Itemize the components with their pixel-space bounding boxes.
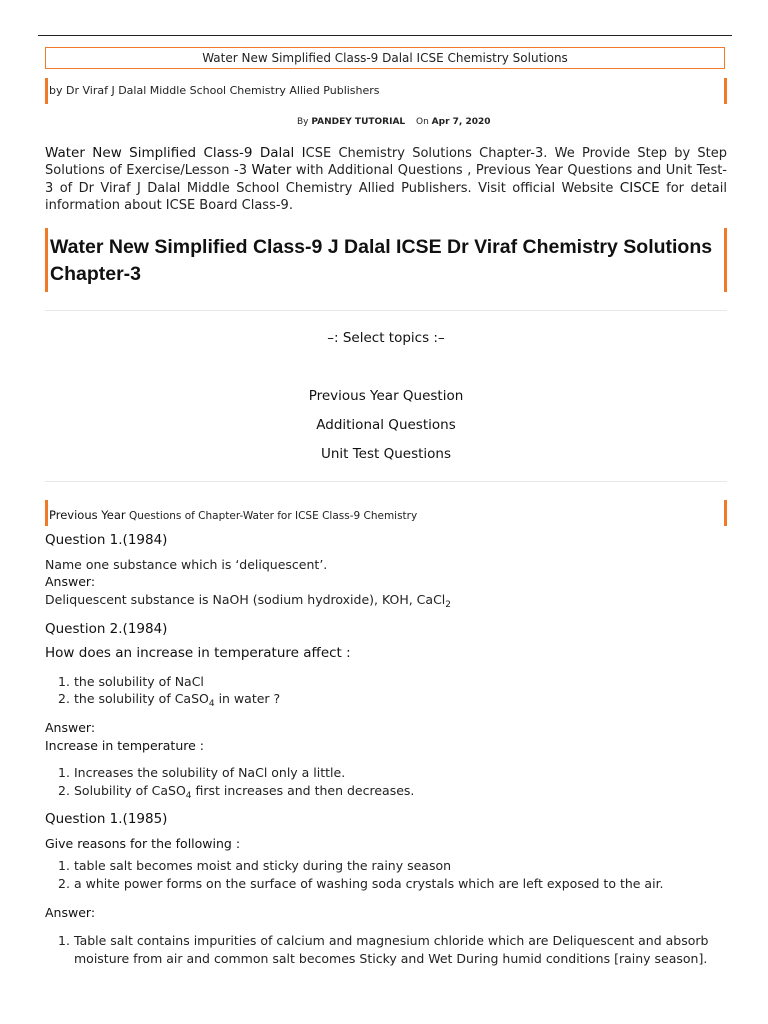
answer-label: Answer: [45,720,96,735]
accent-bar-left [45,228,48,292]
list-item-number: 1. [58,765,70,780]
question-title: Question 1.(1985) [45,811,168,827]
list-item: Increases the solubility of NaCl only a little. [74,765,346,780]
divider [45,481,727,482]
question-text: Name one substance which is ‘deliquescent’. [45,557,328,572]
answer-heading: Increase in temperature : [45,738,204,753]
page-title-box [45,47,725,69]
main-heading-box [45,228,727,292]
section-heading [49,508,417,522]
topic-link-previous-year[interactable]: Previous Year Question [308,388,464,404]
question-text: How does an increase in temperature affect : [45,645,351,661]
on-label: On [416,117,429,127]
section-heading-bar [45,500,727,526]
accent-bar-right [724,228,727,292]
list-item-number: 2. [58,691,70,706]
select-topics-label: –: Select topics :– [327,330,445,346]
date-text: Apr 7, 2020 [431,117,491,127]
topic-link-additional[interactable]: Additional Questions [316,417,456,433]
list-item: the solubility of NaCl [74,674,204,689]
accent-bar-left [45,500,48,526]
topic-link-unit-test[interactable]: Unit Test Questions [320,446,452,462]
accent-bar-right [724,78,727,104]
section-heading-lead: Previous Year [49,508,126,522]
list-item-number: 1. [58,858,70,873]
answer-text [45,592,452,610]
list-item-continued: moisture from air and common salt becomes Sticky and Wet During humid conditions [rainy season]. [74,951,708,966]
divider [45,310,727,311]
intro-highlight-title: Water New Simplified Class-9 Dalal I [45,145,306,161]
post-date [416,117,491,127]
answer-text-main: Deliquescent substance is NaOH (sodium hydroxide), KOH, CaCl [45,592,446,607]
list-item [74,783,415,801]
list-item-text-end: in water ? [214,691,281,706]
list-item: a white power forms on the surface of washing soda crystals which are left exposed to the air. [74,876,664,891]
page-title: Water New Simplified Class-9 Dalal ICSE Chemistry Solutions [202,51,568,65]
answer-label: Answer: [45,905,96,920]
list-item [74,691,281,709]
list-item-number: 1. [58,674,70,689]
intro-highlight-water: Water [251,162,292,179]
answer-subscript: 2 [445,600,452,610]
list-item-subscript: 4 [185,791,192,801]
intro-paragraph [45,145,727,214]
intro-text-3: for detail information about ICSE Board Class-9. [45,180,727,213]
top-rule [38,35,732,36]
question-title: Question 2.(1984) [45,621,168,637]
accent-bar-right [724,500,727,526]
list-item-text: Solubility of CaSO [74,783,186,798]
list-item-text: the solubility of CaSO [74,691,209,706]
main-heading: Water New Simplified Class-9 J Dalal ICSE Dr Viraf Chemistry Solutions Chapter-3 [50,236,713,285]
cisce-link[interactable]: CISCE [619,179,660,196]
author-link[interactable]: PANDEY TUTORIAL [311,117,406,127]
answer-label: Answer: [45,574,96,589]
question-text: Give reasons for the following : [45,836,241,851]
list-item: table salt becomes moist and sticky during the rainy season [74,858,452,873]
intro-text-2: with Additional Questions , Previous Year Questions and Unit Test-3 of Dr Viraf J Dalal Middle School Chemistry Allied Publishers. Visit official Website [45,163,727,196]
byline-bar [45,78,727,104]
post-author [297,117,405,127]
accent-bar-left [45,78,48,104]
list-item-number: 2. [58,783,70,798]
list-item-subscript: 4 [208,699,215,709]
question-title: Question 1.(1984) [45,532,168,548]
section-heading-rest: Questions of Chapter-Water for ICSE Class-9 Chemistry [125,510,418,522]
by-label: By [297,117,309,127]
list-item-number: 2. [58,876,70,891]
byline-text: by Dr Viraf J Dalal Middle School Chemistry Allied Publishers [49,84,380,97]
intro-text-1: CSE Chemistry Solutions Chapter-3. We Provide Step by Step Solutions of Exercise/Lesson -3 [45,146,727,179]
list-item-number: 1. [58,933,70,948]
list-item-text-end: first increases and then decreases. [191,783,415,798]
list-item: Table salt contains impurities of calcium and magnesium chloride which are Deliquescent and absorb [74,933,709,948]
